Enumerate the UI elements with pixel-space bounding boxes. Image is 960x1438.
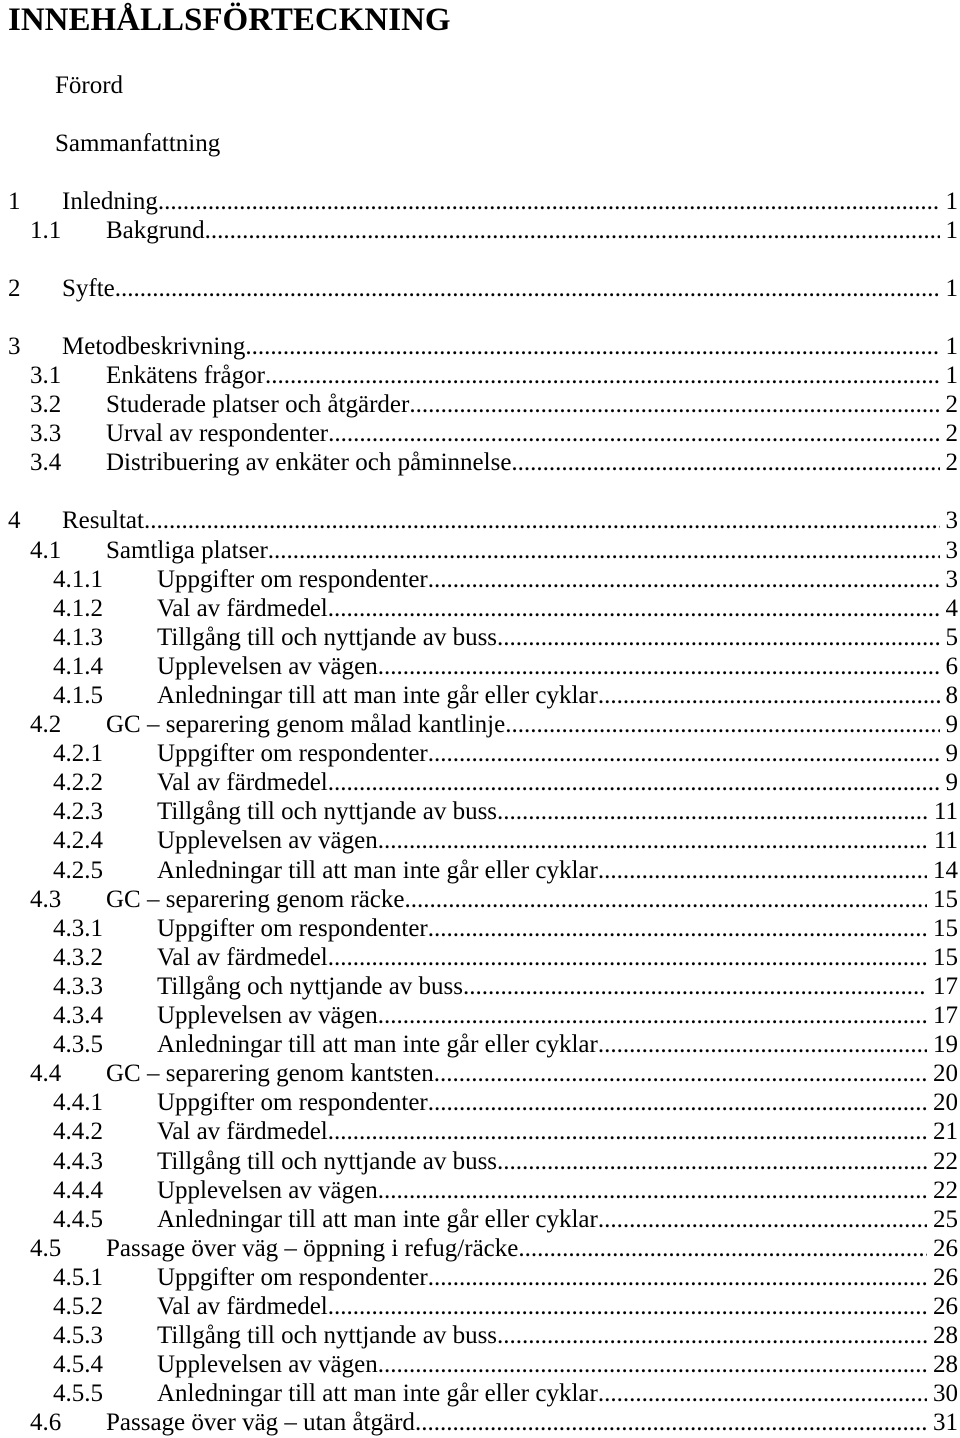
toc-entry (0, 1176, 960, 1205)
dot-leader (511, 448, 939, 477)
toc-entry (0, 332, 960, 361)
toc-entry-number: 4.1.3 (53, 623, 103, 651)
toc-entry-number: 4.2.3 (53, 798, 103, 826)
toc-entry-number: 4.1.1 (53, 565, 103, 593)
toc-entry-page-number: 17 (933, 972, 958, 1000)
toc-entry-page-number: 30 (933, 1380, 958, 1408)
toc-entry-title: Upplevelsen av vägen (157, 1351, 378, 1379)
toc-entry-title: Upplevelsen av vägen (157, 652, 378, 680)
toc-entry-page-number: 19 (933, 1031, 958, 1059)
toc-entry (0, 739, 960, 768)
toc-entry-number: 1 (8, 187, 21, 215)
toc-entry-page-number: 15 (933, 943, 958, 971)
toc-entry-number: 4.4.5 (53, 1205, 103, 1233)
dot-leader (505, 710, 939, 739)
toc-entry-page-number: 9 (945, 740, 958, 768)
toc-entry (0, 768, 960, 797)
toc-entry-page-number: 25 (933, 1205, 958, 1233)
toc-entry-title: Tillgång och nyttjande av buss (157, 972, 464, 1000)
dot-leader (409, 390, 939, 419)
toc-entry (0, 856, 960, 885)
toc-entry-number: 4.1.5 (53, 682, 103, 709)
toc-entry (0, 943, 960, 972)
dot-leader (428, 914, 927, 943)
dot-leader (378, 1350, 927, 1379)
dot-leader (265, 361, 940, 390)
dot-leader (328, 1117, 927, 1146)
dot-leader (598, 1030, 927, 1059)
dot-leader (405, 885, 928, 914)
toc-entry-page-number: 1 (945, 332, 958, 360)
dot-leader (598, 856, 927, 885)
toc-entry-number: 3.4 (30, 449, 62, 477)
toc-entry (0, 1147, 960, 1176)
toc-entry (0, 914, 960, 943)
toc-entry (0, 361, 960, 390)
toc-entry (0, 1292, 960, 1321)
toc-entry-number: 4.3.5 (53, 1031, 103, 1059)
dot-leader (378, 1001, 927, 1030)
toc-entry-title: Anledningar till att man inte går eller cyklar (157, 1031, 598, 1059)
toc-entry (0, 536, 960, 565)
toc-entry-number: 4.1.2 (53, 594, 103, 622)
toc-entry (0, 972, 960, 1001)
dot-leader (205, 216, 940, 245)
toc-entry (0, 1205, 960, 1234)
toc-entry-number: 3.1 (30, 362, 62, 390)
toc-entry-number: 4.5.1 (53, 1263, 103, 1291)
toc-entry (0, 1117, 960, 1146)
dot-leader (598, 681, 940, 710)
toc-entry-title: Urval av respondenter (106, 420, 329, 448)
toc-entry-title: Tillgång till och nyttjande av buss (157, 1322, 498, 1350)
toc-entry-title: Anledningar till att man inte går eller cyklar (157, 1205, 598, 1233)
dot-leader (428, 565, 940, 594)
toc-entry-page-number: 9 (945, 711, 958, 739)
toc-entry-title: Anledningar till att man inte går eller cyklar (157, 1380, 598, 1408)
toc-entry-page-number: 2 (945, 449, 958, 477)
toc-entry-page-number: 3 (945, 565, 958, 593)
toc-entry-number: 4.2 (30, 711, 62, 739)
toc-entry-title: Metodbeskrivning (62, 332, 246, 360)
toc-entry-number: 4.4.4 (53, 1176, 103, 1204)
dot-leader (497, 1321, 927, 1350)
toc-entry (0, 885, 960, 914)
toc-entry-number: 3 (8, 332, 21, 360)
toc-entry-page-number: 20 (933, 1060, 958, 1088)
toc-entry (0, 1321, 960, 1350)
toc-entry-page-number: 4 (945, 594, 958, 622)
dot-leader (463, 972, 927, 1001)
toc-entry-title: Val av färdmedel (157, 1118, 328, 1146)
toc-entry-number: 4.3.2 (53, 943, 103, 971)
toc-entry-number: 4.1.4 (53, 652, 103, 680)
toc-entry-title: Förord (55, 71, 124, 99)
toc-entry-page-number: 1 (945, 274, 958, 302)
toc-entry-title: Passage över väg – öppning i refug/räcke (106, 1234, 519, 1262)
toc-entry-page-number: 20 (933, 1089, 958, 1117)
dot-leader (434, 1059, 927, 1088)
toc-entry-title: Tillgång till och nyttjande av buss (157, 623, 498, 651)
toc-entry (0, 1059, 960, 1088)
dot-leader (428, 1263, 927, 1292)
toc-entry-number: 4.6 (30, 1409, 62, 1437)
toc-entry-page-number: 28 (933, 1351, 958, 1379)
toc-entry-number: 3.2 (30, 391, 62, 419)
toc-entry-title: Tillgång till och nyttjande av buss (157, 1147, 498, 1175)
dot-leader (328, 594, 940, 623)
table-of-contents (0, 71, 960, 1438)
toc-entry-number: 4.5.5 (53, 1380, 103, 1408)
toc-entry-page-number: 11 (933, 798, 958, 826)
toc-entry-page-number: 11 (933, 827, 958, 855)
toc-entry (0, 1379, 960, 1408)
toc-entry-number: 4.2.1 (53, 740, 103, 768)
dot-leader (378, 826, 928, 855)
toc-entry (0, 797, 960, 826)
toc-entry-number: 4.5.2 (53, 1292, 103, 1320)
dot-leader (245, 332, 939, 361)
toc-entry (0, 681, 960, 710)
dot-leader (415, 1408, 927, 1437)
toc-entry-title: Uppgifter om respondenter (157, 1263, 428, 1291)
toc-entry-page-number: 26 (933, 1292, 958, 1320)
toc-entry-title: GC – separering genom kantsten (106, 1060, 434, 1088)
toc-entry-title: Anledningar till att man inte går eller cyklar (157, 682, 598, 709)
toc-entry-page-number: 28 (933, 1322, 958, 1350)
dot-leader (497, 797, 928, 826)
toc-entry-title: Uppgifter om respondenter (157, 914, 428, 942)
dot-leader (378, 1176, 927, 1205)
toc-entry-page-number: 1 (945, 216, 958, 244)
toc-entry-page-number: 15 (933, 885, 958, 913)
dot-leader (328, 943, 927, 972)
toc-entry-page-number: 3 (945, 507, 958, 535)
toc-entry-number: 4.2.5 (53, 856, 103, 884)
toc-entry-number: 2 (8, 274, 21, 302)
toc-entry-number: 4.4.3 (53, 1147, 103, 1175)
toc-entry-number: 4.4.1 (53, 1089, 103, 1117)
toc-entry-number: 4.5.4 (53, 1351, 103, 1379)
toc-entry-page-number: 17 (933, 1002, 958, 1030)
toc-entry (0, 1408, 960, 1437)
toc-entry-page-number: 21 (933, 1118, 958, 1146)
toc-entry-number: 4.5.3 (53, 1322, 103, 1350)
toc-entry-title: GC – separering genom räcke (106, 885, 405, 913)
toc-entry-title: Val av färdmedel (157, 943, 328, 971)
toc-entry-number: 4 (8, 507, 21, 535)
toc-entry-title: Passage över väg – utan åtgärd (106, 1409, 415, 1437)
toc-entry-title: Enkätens frågor (106, 362, 265, 390)
dot-leader (328, 1292, 927, 1321)
dot-leader (598, 1205, 927, 1234)
dot-leader (518, 1234, 927, 1263)
toc-entry (0, 71, 960, 100)
toc-entry-page-number: 15 (933, 914, 958, 942)
toc-entry (0, 274, 960, 303)
dot-leader (144, 506, 940, 535)
toc-entry (0, 1030, 960, 1059)
toc-entry-title: Bakgrund (106, 216, 205, 244)
toc-entry-title: Val av färdmedel (157, 594, 328, 622)
toc-entry-page-number: 5 (945, 623, 958, 651)
toc-entry-page-number: 14 (933, 856, 958, 884)
toc-entry-number: 4.4 (30, 1060, 62, 1088)
toc-entry-title: Uppgifter om respondenter (157, 740, 428, 768)
toc-entry-page-number: 22 (933, 1176, 958, 1204)
toc-entry-number: 4.3 (30, 885, 62, 913)
toc-entry (0, 1234, 960, 1263)
dot-leader (428, 1088, 927, 1117)
toc-entry-number: 3.3 (30, 420, 62, 448)
toc-entry-number: 4.3.1 (53, 914, 103, 942)
toc-entry-number: 4.4.2 (53, 1118, 103, 1146)
dot-leader (158, 187, 940, 216)
toc-entry (0, 710, 960, 739)
toc-entry-page-number: 26 (933, 1263, 958, 1291)
toc-entry-page-number: 22 (933, 1147, 958, 1175)
toc-entry-number: 4.2.2 (53, 769, 103, 797)
toc-entry (0, 390, 960, 419)
toc-entry-title: Uppgifter om respondenter (157, 565, 428, 593)
toc-heading: INNEHÅLLSFÖRTECKNING (8, 2, 451, 38)
toc-entry-page-number: 9 (945, 769, 958, 797)
toc-entry (0, 1350, 960, 1379)
dot-leader (328, 768, 940, 797)
toc-entry-title: Sammanfattning (55, 129, 221, 157)
dot-leader (497, 623, 939, 652)
toc-entry (0, 1263, 960, 1292)
toc-entry (0, 826, 960, 855)
toc-entry-title: Upplevelsen av vägen (157, 1176, 378, 1204)
toc-entry-title: Syfte (62, 274, 115, 302)
toc-entry-page-number: 31 (933, 1409, 958, 1437)
toc-entry-title: Anledningar till att man inte går eller cyklar (157, 856, 598, 884)
dot-leader (268, 536, 940, 565)
toc-entry-title: Val av färdmedel (157, 1292, 328, 1320)
toc-entry-title: Uppgifter om respondenter (157, 1089, 428, 1117)
toc-entry-page-number: 1 (945, 187, 958, 215)
toc-entry-page-number: 1 (945, 362, 958, 390)
toc-entry-number: 4.5 (30, 1234, 62, 1262)
toc-entry-title: Upplevelsen av vägen (157, 827, 378, 855)
toc-entry-title: GC – separering genom målad kantlinje (106, 711, 506, 739)
toc-entry-title: Resultat (62, 507, 144, 535)
toc-entry (0, 623, 960, 652)
toc-entry-number: 4.2.4 (53, 827, 103, 855)
toc-entry (0, 216, 960, 245)
toc-entry-page-number: 26 (933, 1234, 958, 1262)
toc-entry (0, 448, 960, 477)
dot-leader (378, 652, 940, 681)
toc-entry-number: 4.3.4 (53, 1002, 103, 1030)
toc-entry-number: 1.1 (30, 216, 62, 244)
toc-entry (0, 652, 960, 681)
toc-entry (0, 506, 960, 535)
dot-leader (497, 1147, 927, 1176)
toc-entry-title: Tillgång till och nyttjande av buss (157, 798, 498, 826)
dot-leader (598, 1379, 927, 1408)
toc-entry-number: 4.3.3 (53, 972, 103, 1000)
dot-leader (428, 739, 940, 768)
toc-entry (0, 187, 960, 216)
toc-entry-title: Upplevelsen av vägen (157, 1002, 378, 1030)
toc-entry-page-number: 2 (945, 391, 958, 419)
toc-entry-title: Distribuering av enkäter och påminnelse (106, 449, 512, 477)
toc-entry-page-number: 2 (945, 420, 958, 448)
dot-leader (328, 419, 939, 448)
toc-entry-title: Studerade platser och åtgärder (106, 391, 410, 419)
toc-entry (0, 594, 960, 623)
toc-entry (0, 565, 960, 594)
toc-entry-number: 4.1 (30, 536, 62, 564)
toc-entry-page-number: 8 (945, 682, 958, 709)
toc-entry (0, 1088, 960, 1117)
toc-entry-page-number: 3 (945, 536, 958, 564)
toc-entry-title: Samtliga platser (106, 536, 268, 564)
toc-entry (0, 1001, 960, 1030)
dot-leader (115, 274, 940, 303)
toc-entry-page-number: 6 (945, 652, 958, 680)
toc-entry-title: Val av färdmedel (157, 769, 328, 797)
toc-entry (0, 419, 960, 448)
toc-entry-title: Inledning (62, 187, 158, 215)
toc-entry (0, 129, 960, 158)
